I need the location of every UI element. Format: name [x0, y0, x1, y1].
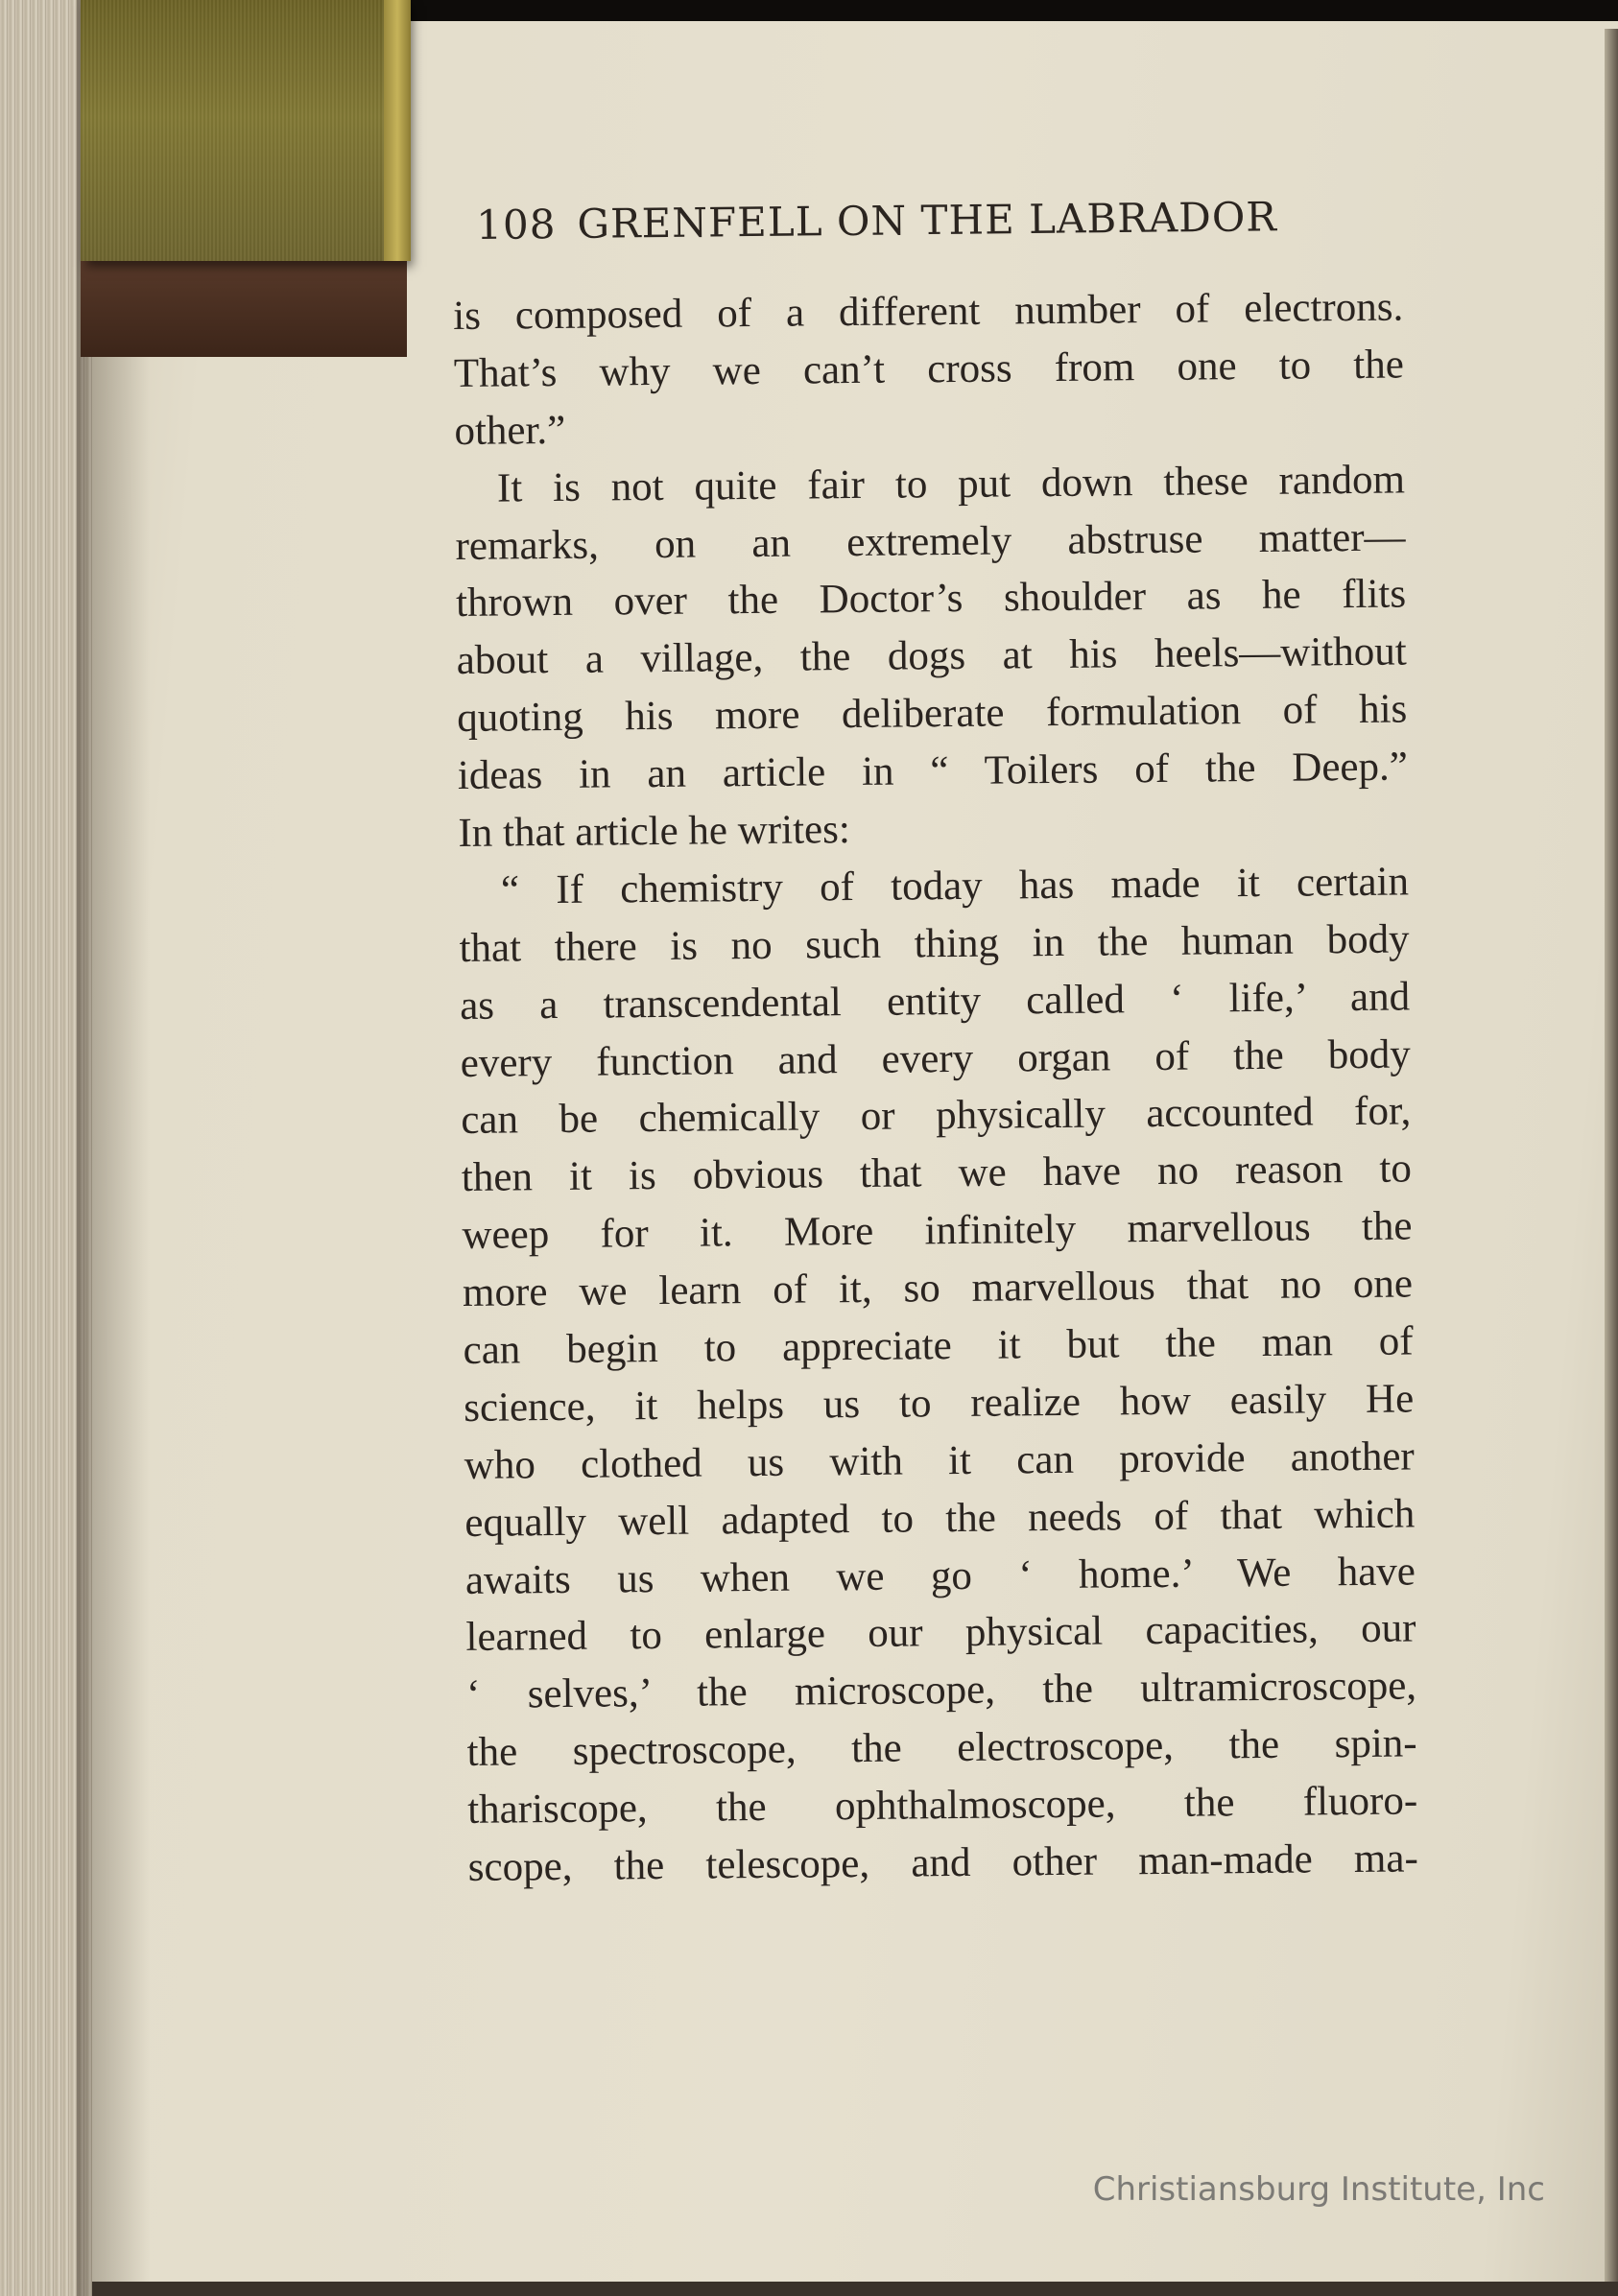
text-line: equally well adapted to the needs of that which	[464, 1491, 1416, 1546]
text-line: learned to enlarge our physical capacities, our	[465, 1605, 1416, 1661]
watermark: Christiansburg Institute, Inc	[1092, 2170, 1545, 2209]
bookmark-shadow	[81, 251, 407, 357]
text-line: science, it helps us to realize how easily He	[463, 1376, 1415, 1431]
body-text	[453, 278, 1418, 1896]
running-head	[476, 192, 1382, 249]
page-number: 108	[476, 201, 557, 249]
text-line: the spectroscope, the electroscope, the spin-	[466, 1720, 1417, 1776]
cloth-bookmark	[81, 0, 407, 261]
bookmark-gilt-edge	[384, 0, 411, 261]
text-line: It is not quite fair to put down these random	[496, 457, 1406, 511]
text-line: can be chemically or physically accounted for,	[461, 1088, 1412, 1144]
text-line: who clothed us with it can provide another	[464, 1433, 1415, 1488]
text-line: as a transcendental entity called ‘ life,’ and	[459, 974, 1411, 1029]
text-line: thariscope, the ophthalmoscope, the fluoro-	[467, 1778, 1418, 1834]
text-line: ideas in an article in “ Toilers of the Deep.”	[457, 744, 1409, 799]
page-right-edge	[1605, 29, 1618, 2296]
running-title: GRENFELL ON THE LABRADOR	[577, 193, 1278, 248]
text-line: can begin to appreciate it but the man of	[463, 1318, 1414, 1373]
text-line: quoting his more deliberate formulation of his	[457, 686, 1408, 742]
text-line: ‘ selves,’ the microscope, the ultramicroscope,	[465, 1663, 1417, 1718]
text-line: is composed of a different number of electrons.	[453, 284, 1404, 339]
text-line: more we learn of it, so marvellous that no one	[462, 1261, 1414, 1316]
text-line: thrown over the Doctor’s shoulder as he flits	[455, 571, 1407, 627]
text-line: then it is obvious that we have no reason to	[461, 1146, 1413, 1201]
page-bottom-edge	[92, 2282, 1618, 2296]
text-line: That’s why we can’t cross from one to the	[453, 342, 1405, 396]
text-line: scope, the telescope, and other man-made ma-	[467, 1835, 1418, 1890]
text-line: awaits us when we go ‘ home.’ We have	[464, 1549, 1416, 1603]
text-line: about a village, the dogs at his heels—without	[456, 628, 1407, 684]
text-line: that there is no such thing in the human body	[459, 916, 1410, 971]
text-line: weep for it. More infinitely marvellous the	[462, 1203, 1413, 1259]
text-line: remarks, on an extremely abstruse matter—	[455, 514, 1406, 569]
text-line: “ If chemistry of today has made it certain	[500, 859, 1410, 913]
page-curve-shadow	[92, 21, 150, 2296]
text-line: In that article he writes:	[458, 807, 851, 856]
text-line: every function and every organ of the body	[460, 1031, 1411, 1086]
text-line: other.”	[454, 407, 566, 454]
